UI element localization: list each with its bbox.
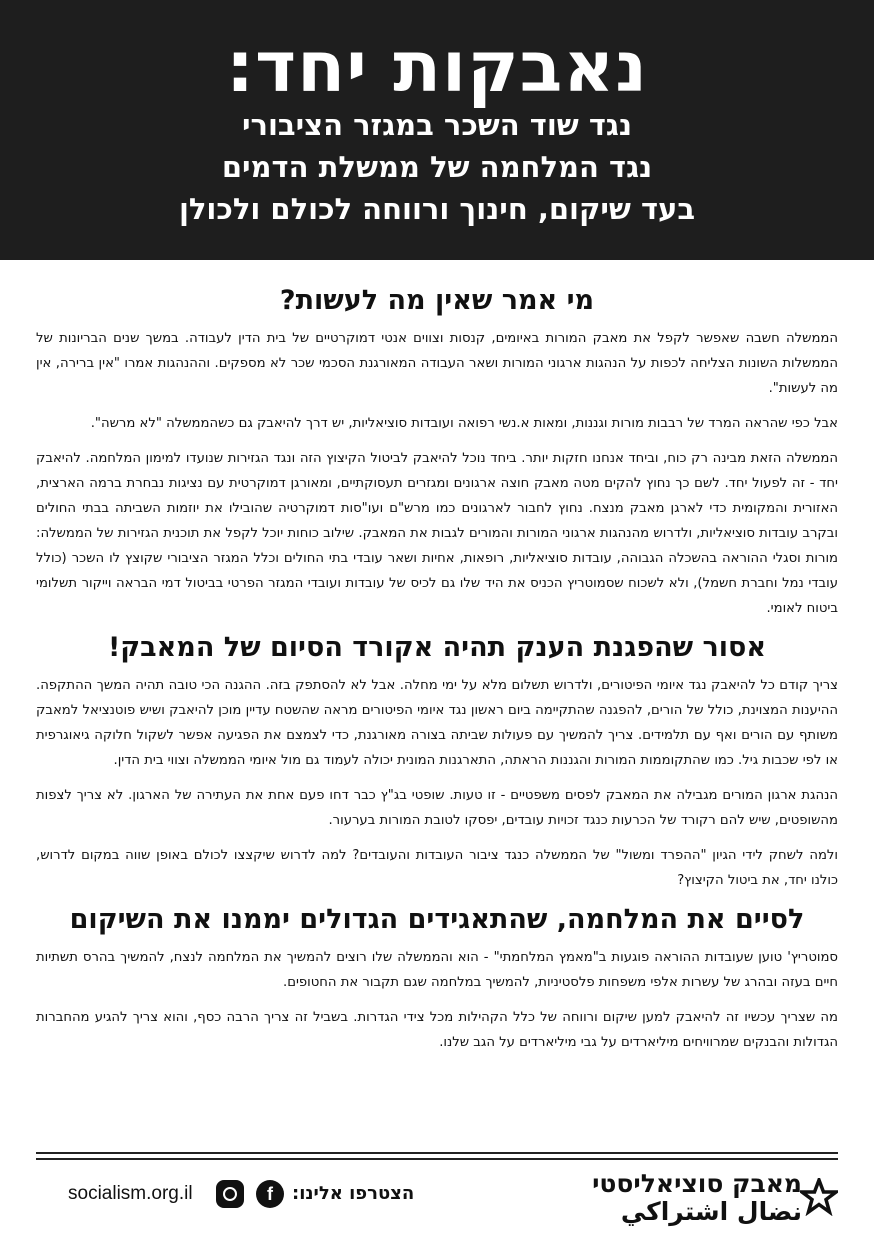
page-title: נאבקות יחד: [226,26,648,108]
organization-logo [592,1170,802,1226]
section-2-title: אסור שהפגנת הענק תהיה אקורד הסיום של המאבק! [107,632,767,663]
join-us-label: הצטרפו אלינו: [292,1183,415,1204]
section-1-title: מי אמר שאין מה לעשות? [279,285,595,316]
logo-line-arabic: نضال اشتراكي [620,1197,802,1226]
subtitle-line-1: נגד שוד השכר במגזר הציבורי [241,108,633,142]
section-1-paragraph: אבל כפי שהראה המרד של רבבות מורות וגננות, ומאות א.נשי רפואה ועובדות סוציאליות, יש דרך להיאבק גם כשהממשלה "לא מרשה". [90,416,838,431]
header-banner [0,0,874,260]
section-3-paragraph: סמוטריץ' טוען שעובדות ההוראה פוגעות ב"מאמץ המלחמתי" - הוא והממשלה שלו רוצים להמשיך את המלחמה לנצח, להמשיך בהרס תשתיות חיים בעזה ובהרג של עשרות אלפי משפחות פלסטיניות, להמשיך במלחמה שגם תקבור את החטופים. [36,950,838,990]
article-body [0,260,874,1055]
subtitle-line-3: בעד שיקום, חינוך ורווחה לכולם ולכולן [178,192,696,226]
logo-line-hebrew: מאבק סוציאליסטי [592,1169,802,1198]
facebook-icon[interactable]: f [256,1180,284,1208]
section-3-paragraph: מה שצריך עכשיו זה להיאבק למען שיקום ורווחה של כלל הקהילות מכל צידי הגדרות. בשביל זה צריך הרבה כסף, והוא צריך להגיע מהחברות הגדולות והבנקים שמרוויחים מיליארדים על גבי מיליארדים על הגב שלנו. [36,1010,838,1050]
website-link[interactable]: socialism.org.il [68,1183,193,1204]
section-2-paragraph: ולמה לשחק לידי הגיון "ההפרד ומשול" של הממשלה כנגד ציבור העובדות והעובדים? למה לדרוש שיקצצו לכולם באופן שווה במקום לדרוש, כולנו יחד, את ביטול הקיצוץ? [36,848,838,888]
footer-divider [36,1152,838,1154]
instagram-icon[interactable] [216,1180,244,1208]
footer-divider [36,1158,838,1160]
section-1-paragraph: הממשלה חשבה שאפשר לקפל את מאבק המורות באיומים, קנסות וצווים אנטי דמוקרטיים של בית הדין לעבודה. במשך שנים הבריונות של הממשלות השונות הצליחה לכפות על הנהגות ארגוני המורות ושאר העבודה המאורגנת הסכמי שכר לא מספקים. וההנהגות אמרו "אין ברירה, אין מה לעשות". [36,331,838,396]
section-2-paragraph: הנהגת ארגון המורים מגבילה את המאבק לפסים משפטיים - זו טעות. שופטי בג"ץ כבר דחו פעם אחת את העתירה של הארגון. לא צריך לצפות מהשופטים, שיש להם רקורד של הכרעות כנגד זכויות עובדים, יפסקו לטובת המורות בערעור. [36,788,838,828]
star-icon [800,1178,838,1216]
subtitle-line-2: נגד המלחמה של ממשלת הדמים [221,150,653,184]
section-1-paragraph: הממשלה הזאת מבינה רק כוח, וביחד אנחנו חזקות יותר. ביחד נוכל להיאבק לביטול הקיצוץ הזה ונגד הגזירות שנועדו למימון המלחמה. להיאבק יחד - זה לפעול יחד. לשם כך נחוץ להקים מטה מאבק חוצה ארגונים ומגזרים תעסוקתיים, ומאורגן דמוקרטית עם נציגות נבחרת ברמה הארצית, האזורית והמקומית כדי לארגן מאבק מנצח. נחוץ לחבור לארגונים כמו מרש"ם ועו"סות דמוקרטיה שהובילו את יוזמות השביתה בבתי החולים ובקרב עובדות סוציאליות, ולדרוש מהנהגות ארגוני המורות והמורים לגבות את המאבק. שילוב כוחות יוכל לקפל את תוכנית הגזירות של הממשלה: מורות וסגלי ההוראה בהשכלה הגבוהה, עובדות סוציאליות, רופאות, אחיות ושאר עובדי בתי החולים וכלל המגזר הציבורי שקוצץ לו השכר (כולל עובדי נמל וחברת חשמל), ולא לשכוח שסמוטריץ הכניס את היד שלו גם לכיס של עובדות ועובדי המגזר הפרטי בביטול דמי הבראה וייקור תשלומי ביטוח לאומי. [36,451,838,616]
footer [0,1170,874,1230]
section-3-title: לסיים את המלחמה, שהתאגידים הגדולים יממנו את השיקום [69,904,805,935]
section-2-paragraph: צריך קודם כל להיאבק נגד איומי הפיטורים, ולדרוש תשלום מלא על ימי מחלה. אבל לא להסתפק בזה. ההגנה הכי טובה תהיה המשך ההתקפה. ההיענות המצוינת, כולל של הורים, להפגנה שהתקיימה ביום ראשון נגד איומי הפיטורים מראה שהשטח עדיין מוכן להיאבק ושיש פוטנציאל למאבק משותף עם הורים ואף עם תלמידים. צריך להמשיך עם פעולות שביתה בצורה מאורגנת, כדי לצמצם את הפגיעה אפשר לשקול חלוקה גיאוגרפית או לפי שכבות גיל. כמו שהתקוממות המורות והגננות הראתה, התארגנות המונית יכולה לעמוד גם מול איומי הממשלה וצווי בית הדין. [36,678,838,768]
